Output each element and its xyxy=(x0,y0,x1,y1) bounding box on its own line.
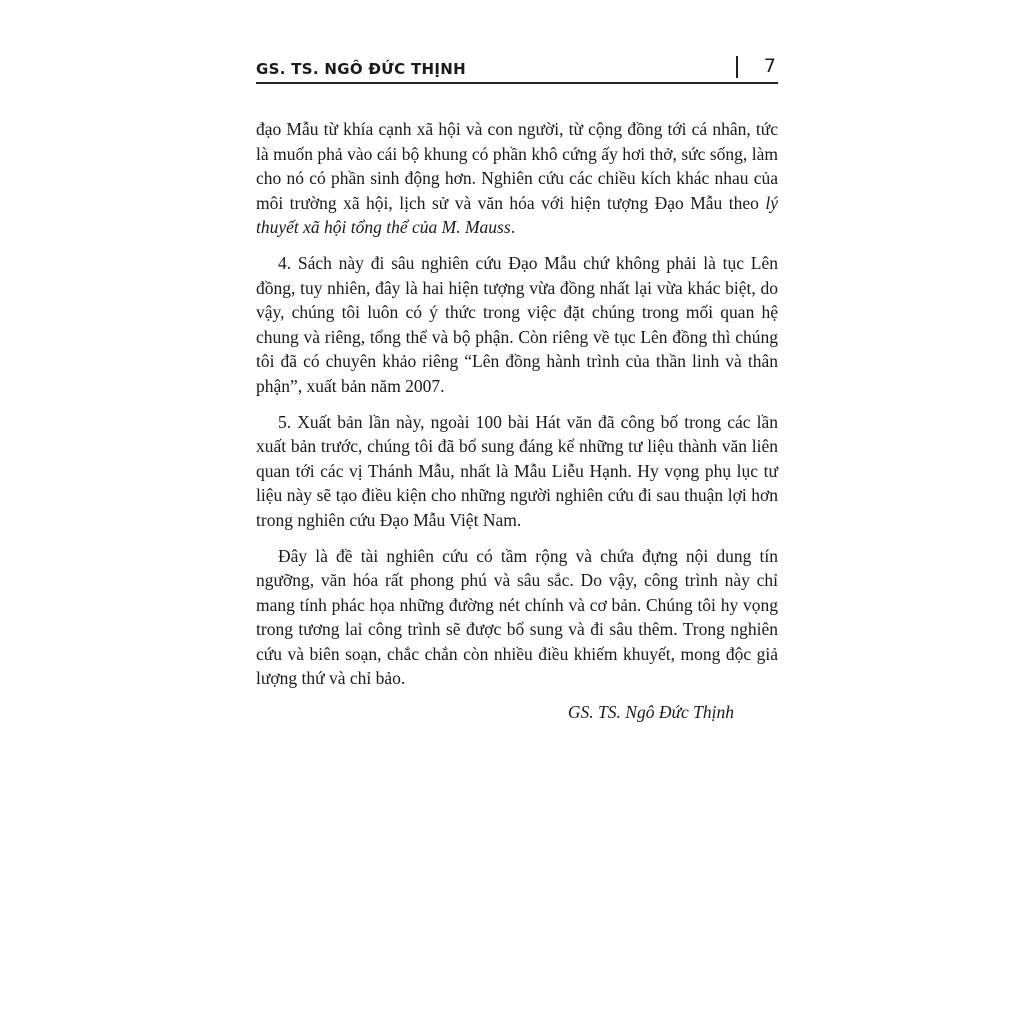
paragraph-2: 4. Sách này đi sâu nghiên cứu Đạo Mẫu chứ không phải là tục Lên đồng, tuy nhiên, đây là hai hiện tượng vừa đồng nhất lại vừa khác biệt, do vậy, chúng tôi luôn có ý thức trong việc đặt chúng trong mối quan hệ chung và riêng, tổng thể và bộ phận. Còn riêng về tục Lên đồng thì chúng tôi đã có chuyên khảo riêng “Lên đồng hành trình của thần linh và thân phận”, xuất bản năm 2007. xyxy=(256,252,778,396)
header-separator xyxy=(736,56,738,78)
paragraph-1-text: đạo Mẫu từ khía cạnh xã hội và con người, từ cộng đồng tới cá nhân, tức là muốn phả vào cái bộ khung có phần khô cứng ấy hơi thở, sức sống, làm cho nó có phần sinh động hơn. Nghiên cứu các chiều kích khác nhau của môi trường xã hội, lịch sử và văn hóa với hiện tượng Đạo Mẫu theo xyxy=(256,119,778,213)
paragraph-1 xyxy=(256,117,778,240)
paragraph-1-emphasis: lý thuyết xã hội tổng thể của M. Mauss xyxy=(256,192,778,238)
paragraph-1-tail: . xyxy=(510,217,516,238)
author-signature: GS. TS. Ngô Đức Thịnh xyxy=(567,702,734,723)
page-header xyxy=(256,56,778,84)
running-head: GS. TS. NGÔ ĐỨC THỊNH xyxy=(256,60,466,78)
paragraph-4: Đây là đề tài nghiên cứu có tầm rộng và chứa đựng nội dung tín ngưỡng, văn hóa rất phong phú và sâu sắc. Do vậy, công trình này chỉ mang tính phác họa những đường nét chính và cơ bản. Chúng tôi hy vọng trong tương lai công trình sẽ được bổ sung và đi sâu thêm. Trong nghiên cứu và biên soạn, chắc chắn còn nhiều điều khiếm khuyết, mong độc giả lượng thứ và chỉ bảo. xyxy=(256,545,778,689)
body-text xyxy=(256,117,778,723)
paragraph-3: 5. Xuất bản lần này, ngoài 100 bài Hát văn đã công bố trong các lần xuất bản trước, chúng tôi đã bổ sung đáng kể những tư liệu thành văn liên quan tới các vị Thánh Mẫu, nhất là Mẫu Liễu Hạnh. Hy vọng phụ lục tư liệu này sẽ tạo điều kiện cho những người nghiên cứu đi sau thuận lợi hơn trong nghiên cứu Đạo Mẫu Việt Nam. xyxy=(256,411,778,530)
page-number: 7 xyxy=(763,55,776,77)
